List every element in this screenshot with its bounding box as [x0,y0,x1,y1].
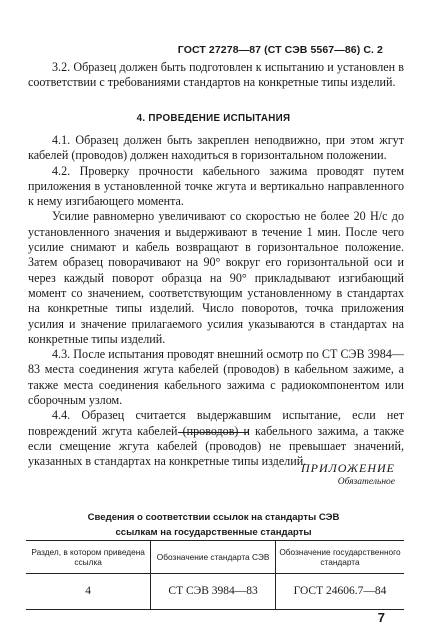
table-caption-line-1: Сведения о соответствии ссылок на стандарты СЭВ [87,512,340,523]
reference-table [26,540,404,610]
page-number: 7 [377,610,385,625]
section-body [28,133,404,470]
table-caption-line-2: ссылкам на государственные стандарты [115,527,312,538]
table-row [26,574,404,610]
table-caption [0,510,427,540]
page-header: ГОСТ 27278—87 (СТ СЭВ 5567—86) С. 2 [177,44,383,56]
separator-line [178,432,248,433]
paragraph-4-2-cont: Усилие равномерно увеличивают со скоростью не более 20 Н/с до установленного значения и выдерживают в течение 1 мин. После чего усилие снимают и кабель возвращают в горизонтальное положение. Затем образец поворачивают на 90° вокруг его горизонтальной оси и через каждый поворот образца на 90° прикладывают изгибающий момент со значением, соответствующим установленному в стандартах на конкретные типы изделий. Число поворотов, точка приложения усилия и значение прилагаемого усилия указываются в стандартах на конкретные типы изделий. [28,209,404,346]
paragraph-3-2: 3.2. Образец должен быть подготовлен к испытанию и установлен в соответствии с требованиями стандартов на конкретные типы изделий. [28,60,404,90]
cell-state-standard: ГОСТ 24606.7—84 [275,574,404,610]
cell-section: 4 [26,574,151,610]
table-header-row [26,541,404,574]
section-title: 4. ПРОВЕДЕНИЕ ИСПЫТАНИЯ [136,113,291,124]
header-cmea-standard: Обозначение стандарта СЭВ [151,541,276,574]
cell-cmea-standard: СТ СЭВ 3984—83 [151,574,276,610]
header-state-standard: Обозначение государственного стандарта [275,541,404,574]
paragraph-4-3: 4.3. После испытания проводят внешний осмотр по СТ СЭВ 3984—83 места соединения жгута кабелей (проводов) в кабельном зажиме, а также места соединения кабельного зажима с радиокомпонентом или сборочным узлом. [28,347,404,408]
intro-text [28,60,404,91]
paragraph-4-1: 4.1. Образец должен быть закреплен неподвижно, при этом жгут кабелей (проводов) должен находиться в горизонтальном положении. [28,133,404,163]
paragraph-4-2: 4.2. Проверку прочности кабельного зажима проводят путем приложения в установленной точке жгута и вертикально направленного к нему изгибающего момента. [28,163,404,209]
appendix-title: ПРИЛОЖЕНИЕ [301,461,395,475]
paragraph-4-4: 4.4. Образец считается выдержавшим испытание, если нет повреждений жгута кабелей (проводов) и кабельного зажима, а также если смещение жгута кабелей (проводов) не превышает значений, указанных в стандартах на конкретные типы изделий. [28,408,404,469]
appendix-subtitle: Обязательное [337,477,395,487]
header-section: Раздел, в котором приведена ссылка [26,541,151,574]
